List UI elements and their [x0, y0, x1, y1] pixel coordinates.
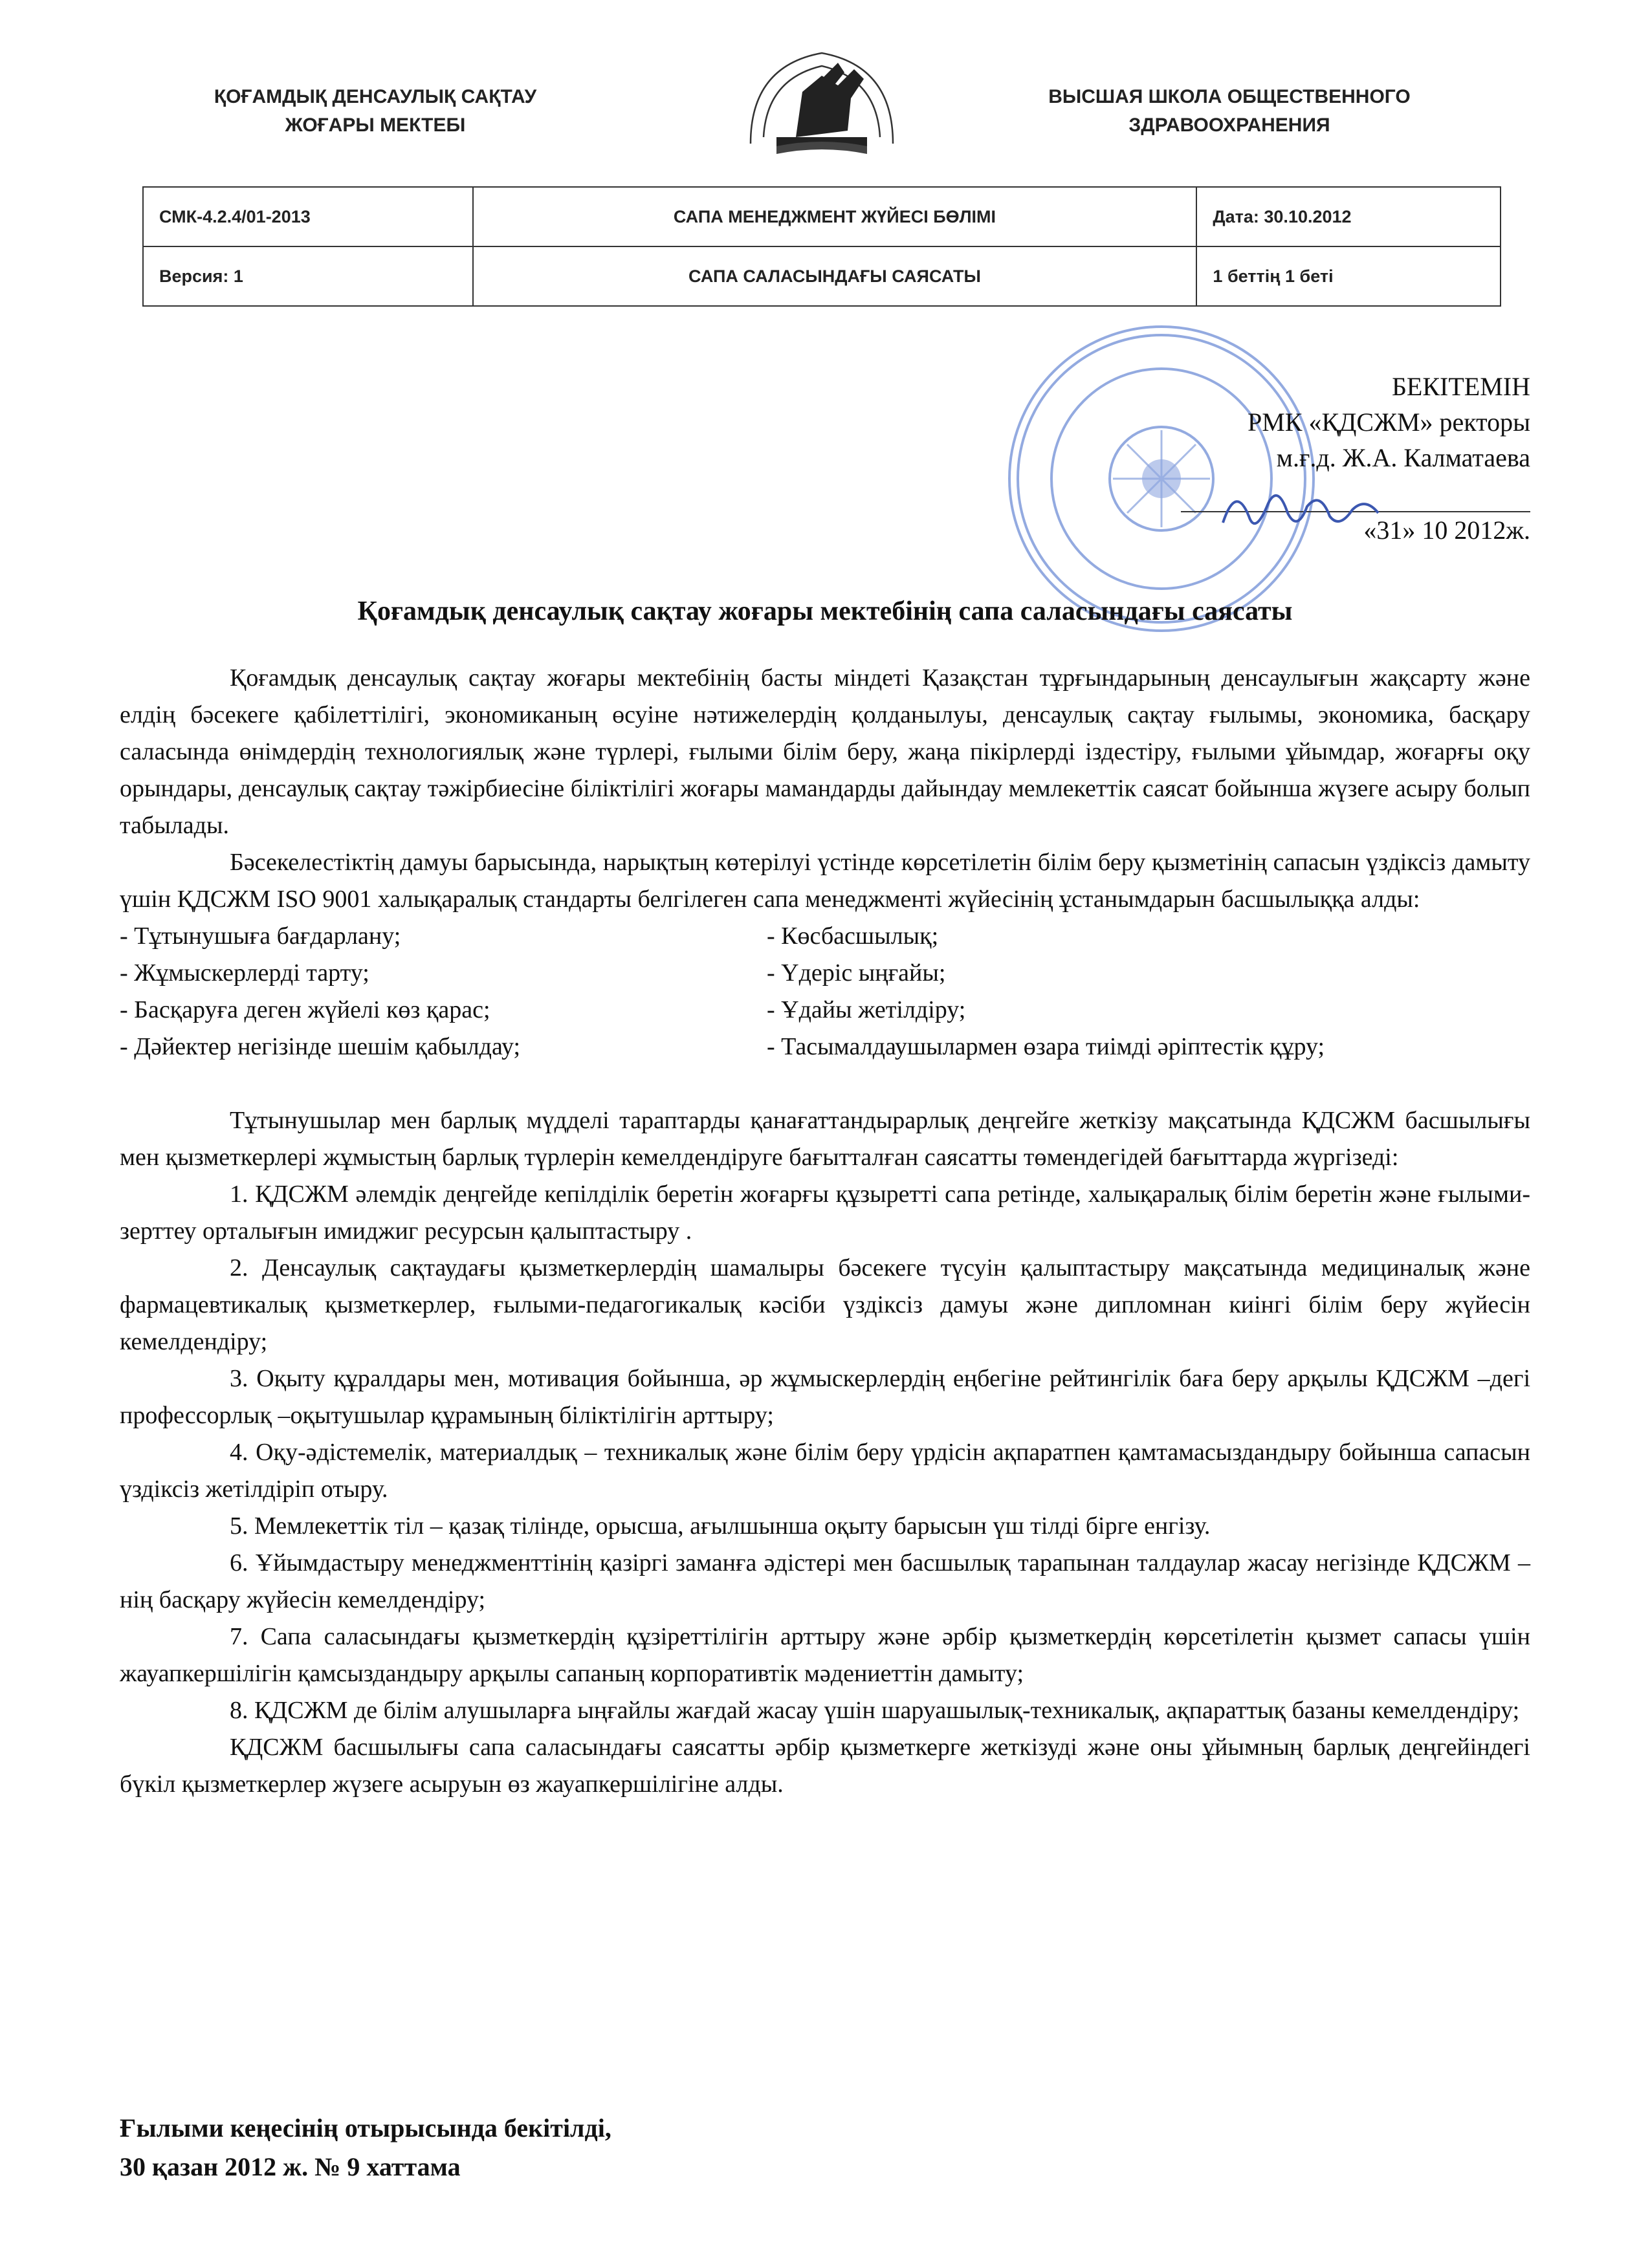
list-item: 7. Сапа саласындағы қызметкердің құзіреттілігін арттыру және әрбір қызметкердің көрсетілетін қызмет сапасы үшін жауапкершілігін қамсыздандыру арқылы сапаның корпоративтік мәдениеттін дамыту;	[120, 1623, 1530, 1687]
rector-title: РМК «ҚДСЖМ» ректоры	[1247, 408, 1530, 437]
institution-name-russian	[996, 83, 1462, 140]
paragraph-mission: Қоғамдық денсаулық сақтау жоғары мектебінің басты міндеті Қазақстан тұрғындарының денсаулығын жақсарту және елдің бәсекеге қабілеттілігі, экономиканың өсуіне нәтижелердің қолданылуы, денсаулық сақтау ғылымы, экономика, басқару саласында өнімдердің технологиялық және түрлері, ғылыми білім беру, жаңа пікірлерді іздестіру, ғылыми ұйымдар, жоғарғы оқу орындары, денсаулық сақтау тәжірбиесіне біліктілігі жоғары мамандарды дайындау мемлекеттік саясат бойынша жүзеге асыру болып табылады.	[120, 664, 1530, 839]
principle-right: - Үдеріс ыңғайы;	[767, 959, 946, 987]
document-control-table	[142, 186, 1501, 307]
list-item	[120, 918, 1530, 955]
document-title: Қоғамдық денсаулық сақтау жоғары мектебінің сапа саласындағы саясаты	[357, 596, 1293, 626]
school-emblem-icon	[725, 40, 919, 163]
list-item: 5. Мемлекеттік тіл – қазақ тілінде, орысша, ағылшынша оқыту барысын үш тілді бірге енгізу.	[230, 1512, 1211, 1540]
list-item: 8. ҚДСЖМ де білім алушыларға ыңғайлы жағдай жасау үшін шаруашылық-техникалық, ақпараттық базаны кемелдендіру;	[230, 1697, 1520, 1724]
table-row	[143, 187, 1501, 246]
principle-right: - Тасымалдаушылармен өзара тиімді әріптестік құру;	[767, 1033, 1325, 1060]
approval-note-line2: 30 қазан 2012 ж. № 9 хаттама	[120, 2152, 461, 2181]
department-name: САПА МЕНЕДЖМЕНТ ЖҮЙЕСІ БӨЛІМІ	[473, 187, 1197, 246]
principle-left: - Дәйектер негізінде шешім қабылдау;	[120, 1033, 521, 1060]
principles-list	[120, 918, 1530, 1065]
page-count: 1 беттің 1 беті	[1196, 246, 1501, 306]
list-item: 4. Оқу-әдістемелік, материалдық – техникалық және білім беру үрдісін ақпаратпен қамтамасыздандыру бойынша сапасын үздіксіз жетілдіріп отыру.	[120, 1439, 1530, 1503]
list-item	[120, 1029, 1530, 1065]
document-name: САПА САЛАСЫНДАҒЫ САЯСАТЫ	[473, 246, 1197, 306]
list-item	[120, 955, 1530, 992]
paragraph-closing: ҚДСЖМ басшылығы сапа саласындағы саясатты әрбір қызметкерге жеткізуді және оны ұйымның барлық деңгейіндегі бүкіл қызметкерлер жүзеге асыруын өз жауапкершілігіне алды.	[120, 1734, 1530, 1798]
spacer	[120, 1065, 1530, 1102]
rector-signature-icon	[1216, 477, 1385, 542]
institution-name-russian-line1: ВЫСШАЯ ШКОЛА ОБЩЕСТВЕННОГО	[1048, 86, 1411, 107]
paragraph-iso: Бәсекелестіктің дамуы барысында, нарықтың көтерілуі үстінде көрсетілетін білім беру қызметінің сапасын үздіксіз дамыту үшін ҚДСЖМ ISO 9001 халықаралық стандарты белгілеген сапа менеджменті жүйесінің ұстанымдарын басшылыққа алды:	[120, 849, 1530, 913]
principle-right: - Көсбасшылық;	[767, 922, 939, 950]
document-body	[120, 660, 1530, 1803]
list-item: 2. Денсаулық сақтаудағы қызметкерлердің шамалыры бәсекеге түсуін қалыптастыру мақсатында медициналық және фармацевтикалық қызметкерлер, ғылыми-педагогикалық кәсіби үздіксіз дамуы және дипломнан киінгі білім беру жүйесін кемелдендіру;	[120, 1254, 1530, 1355]
principle-left: - Басқаруға деген жүйелі көз қарас;	[120, 996, 490, 1023]
approval-note	[120, 2109, 1026, 2186]
list-item	[120, 992, 1530, 1029]
approval-heading: БЕКІТЕМІН	[1391, 372, 1530, 401]
list-item: 6. Ұйымдастыру менеджменттінің қазіргі заманға әдістері мен басшылық тарапынан талдаулар жасау негізінде ҚДСЖМ –нің басқару жүйесін кемелдендіру;	[120, 1549, 1530, 1613]
approval-date: «31» 10 2012ж.	[1363, 516, 1530, 545]
principle-left: - Тұтынушыға бағдарлану;	[120, 922, 401, 950]
principle-left: - Жұмыскерлерді тарту;	[120, 959, 369, 987]
document-code: СМК-4.2.4/01-2013	[143, 187, 473, 246]
directions-list	[120, 1176, 1530, 1729]
approval-note-line1: Ғылыми кеңесінің отырысында бекітілді,	[120, 2113, 611, 2143]
list-item: 1. ҚДСЖМ әлемдік деңгейде кепілділік беретін жоғарғы құзыретті сапа ретінде, халықаралық білім беретін және ғылыми-зерттеу орталығын имиджиг ресурсын қалыптастыру .	[120, 1181, 1530, 1245]
table-row	[143, 246, 1501, 306]
rector-name: м.ғ.д. Ж.А. Калматаева	[1276, 443, 1530, 472]
document-version: Версия: 1	[143, 246, 473, 306]
institution-name-kazakh-line2: ЖОҒАРЫ МЕКТЕБІ	[285, 114, 466, 136]
list-item: 3. Оқыту құралдары мен, мотивация бойынша, әр жұмыскерлердің еңбегіне рейтингілік баға беру арқылы ҚДСЖМ –дегі профессорлық –оқытушылар құрамының біліктілігін арттыру;	[120, 1365, 1530, 1429]
institution-name-kazakh-line1: ҚОҒАМДЫҚ ДЕНСАУЛЫҚ САҚТАУ	[214, 86, 537, 107]
principle-right: - Ұдайы жетілдіру;	[767, 996, 966, 1023]
paragraph-policy-intro: Тұтынушылар мен барлық мүдделі тараптарды қанағаттандырарлық деңгейге жеткізу мақсатында ҚДСЖМ басшылығы мен қызметкерлері жұмыстың барлық түрлерін кемелдендіруге бағытталған саясатты төмендегідей бағыттарда жүргізеді:	[120, 1107, 1530, 1171]
institution-name-russian-line2: ЗДРАВООХРАНЕНИЯ	[1128, 114, 1330, 136]
document-date: Дата: 30.10.2012	[1196, 187, 1501, 246]
institution-name-kazakh	[194, 83, 556, 140]
